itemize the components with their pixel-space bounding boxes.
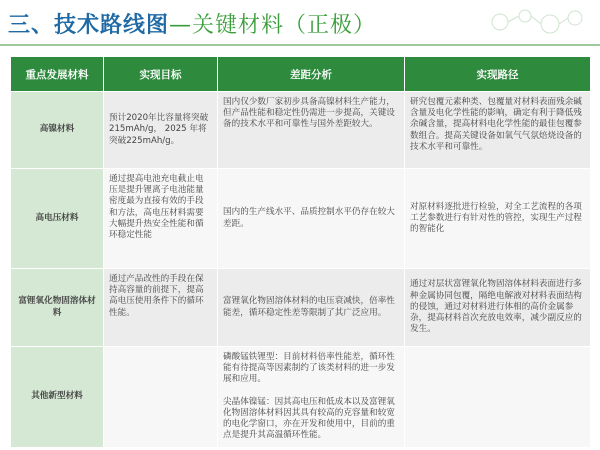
slide-title <box>8 8 376 39</box>
gap-cell: 国内仅少数厂家初步具备高镍材料生产能力，但产品性能和稳定性仍需进一步提高，关键设备的技术水平和可靠性与国外差距较大。 <box>218 92 405 169</box>
path-cell: 研究包覆元素种类、包覆量对材料表面残余碱含量及电化学性能的影响，确定有利于降低残余碱含量，提高材料电化学性能的最佳包覆参数组合。提高关键设备如氧气气氛焙烧设备的技术水平和可靠性。 <box>405 92 591 169</box>
material-name: 高镍材料 <box>11 92 104 169</box>
title-main: 三、技术路线图 <box>8 13 170 38</box>
path-cell: 对原材料逐批进行检验，对全工艺流程的各项工艺参数进行有针对性的管控，实现生产过程的智能化 <box>405 169 591 269</box>
table-header-row <box>11 57 591 92</box>
path-cell: 通过对层状富锂氧化物固溶体材料表面进行多种金属协同包覆，隔绝电解液对材料表面结构的侵蚀，通过对材料进行体相的高价金属参杂，提高材料首次充放电效率，减少副反应的发生。 <box>405 269 591 347</box>
title-underline <box>0 44 600 46</box>
table-row <box>11 92 591 169</box>
gap-cell: 富锂氧化物固溶体材料的电压衰减快，倍率性能差，循环稳定性差等限制了其广泛应用。 <box>218 269 405 347</box>
material-name: 其他新型材料 <box>11 347 104 448</box>
decorative-pattern-icon <box>480 6 590 38</box>
gap-cell: 国内的生产线水平、品质控制水平仍存在较大差距。 <box>218 169 405 269</box>
slide-header <box>0 0 600 46</box>
title-sub: —关键材料（正极） <box>169 13 377 38</box>
table-row <box>11 269 591 347</box>
column-header: 实现目标 <box>104 57 218 92</box>
content-area <box>0 56 600 450</box>
column-header: 实现路径 <box>405 57 591 92</box>
material-name: 富锂氧化物固溶体材料 <box>11 269 104 347</box>
material-table <box>10 56 591 448</box>
table-row <box>11 347 591 448</box>
goal-cell: 通过产品改性的手段在保持高容量的前提下，提高高电压使用条件下的循环性能。 <box>104 269 218 347</box>
table-row <box>11 169 591 269</box>
goal-cell <box>104 347 218 448</box>
goal-cell: 通过提高电池充电截止电压是提升锂离子电池能量密度最为直接有效的手段和方法，高电压材料需要大幅提升热安全性能和循环稳定性能 <box>104 169 218 269</box>
material-name: 高电压材料 <box>11 169 104 269</box>
gap-cell: 磷酸锰铁锂型：目前材料倍率性能差，循环性能有待提高等因素制约了该类材料的进一步发展和应用。 尖晶体镍锰：因其高电压和低成本以及富锂氧化物固溶体材料因其具有较高的克容量和较宽的电化学窗口，亦在开发和使用中，目前的重点是提升其高温循环性能。 <box>218 347 405 448</box>
goal-cell: 预计2020年比容量将突破 215mAh/g， 2025 年将突破225mAh/g。 <box>104 92 218 169</box>
column-header: 差距分析 <box>218 57 405 92</box>
column-header: 重点发展材料 <box>11 57 104 92</box>
path-cell <box>405 347 591 448</box>
